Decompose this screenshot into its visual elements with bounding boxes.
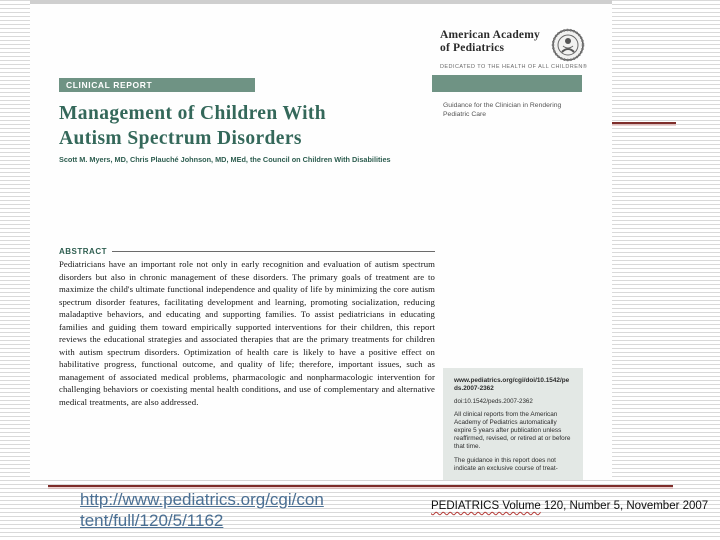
abstract-heading: ABSTRACT xyxy=(59,247,107,256)
article-doi: doi:10.1542/peds.2007-2362 xyxy=(454,398,533,405)
journal-citation-issue: 120, Number 5, November 2007 xyxy=(540,500,709,512)
journal-citation xyxy=(431,500,708,512)
article-url-line2[interactable]: tent/full/120/5/1162 xyxy=(80,510,224,530)
guidance-disclaimer: The guidance in this report does not indicate an exclusive course of treat- xyxy=(454,457,558,472)
article-title-line1: Management of Children With xyxy=(59,103,327,124)
guidance-line1: Guidance for the Clinician in Rendering xyxy=(443,102,562,109)
masthead-teal-bar xyxy=(432,75,582,92)
aap-emblem-icon xyxy=(551,27,585,63)
guidance-note xyxy=(443,102,583,119)
article-authors: Scott M. Myers, MD, Chris Plauché Johnson, MD, MEd, the Council on Children With Disabilities xyxy=(59,155,391,164)
clinical-report-label: CLINICAL REPORT xyxy=(59,78,255,92)
article-info-box xyxy=(443,368,583,480)
article-url-line1[interactable]: http://www.pediatrics.org/cgi/con xyxy=(80,490,324,509)
page-scan-edge xyxy=(30,0,612,4)
abstract-body: Pediatricians have an important role not only in early recognition and evaluation of autism spectrum disorders but also in chronic management of these disorders. The primary goals of treatment are to maximize the child's ultimate functional independence and quality of life by minimizing the core autism spectrum disorder features, facilitating development and learning, promoting socialization, reducing maladaptive behaviors, and educating and supporting families. To assist pediatricians in educating families and guiding them toward empirically supported interventions for their children, this report reviews the educational strategies and associated therapies that are the primary treatments for children with autism spectrum disorders. Optimization of health care is likely to have a positive effect on habilitative progress, functional outcome, and quality of life; therefore, important issues, such as management of associated medical problems, pharmacologic and nonpharmacologic intervention for challenging behaviors or coexisting mental health conditions, and use of complementary and alternative medical treatments, are also addressed. xyxy=(59,259,435,407)
article-title-line2: Autism Spectrum Disorders xyxy=(59,128,302,149)
abstract-rule xyxy=(112,251,435,252)
expiry-note: All clinical reports from the American Academy of Pediatrics automatically expire 5 years after publication unless reaffirmed, revised, or retired at or before that time. xyxy=(454,411,571,450)
slide-accent-line-lower xyxy=(48,485,673,487)
scanned-article-page xyxy=(30,0,612,481)
guidance-line2: Pediatric Care xyxy=(443,110,487,118)
article-doi-url: www.pediatrics.org/cgi/doi/10.1542/peds.2007-2362 xyxy=(454,377,570,392)
abstract-header xyxy=(59,247,435,256)
aap-name xyxy=(440,29,540,54)
aap-tagline: DEDICATED TO THE HEALTH OF ALL CHILDREN® xyxy=(440,64,588,70)
aap-name-line2: of Pediatrics xyxy=(440,41,505,54)
article-url-link[interactable] xyxy=(80,490,410,531)
article-title xyxy=(59,101,439,151)
aap-name-line1: American Academy xyxy=(440,29,540,41)
journal-citation-name: PEDIATRICS Volume xyxy=(431,500,541,512)
